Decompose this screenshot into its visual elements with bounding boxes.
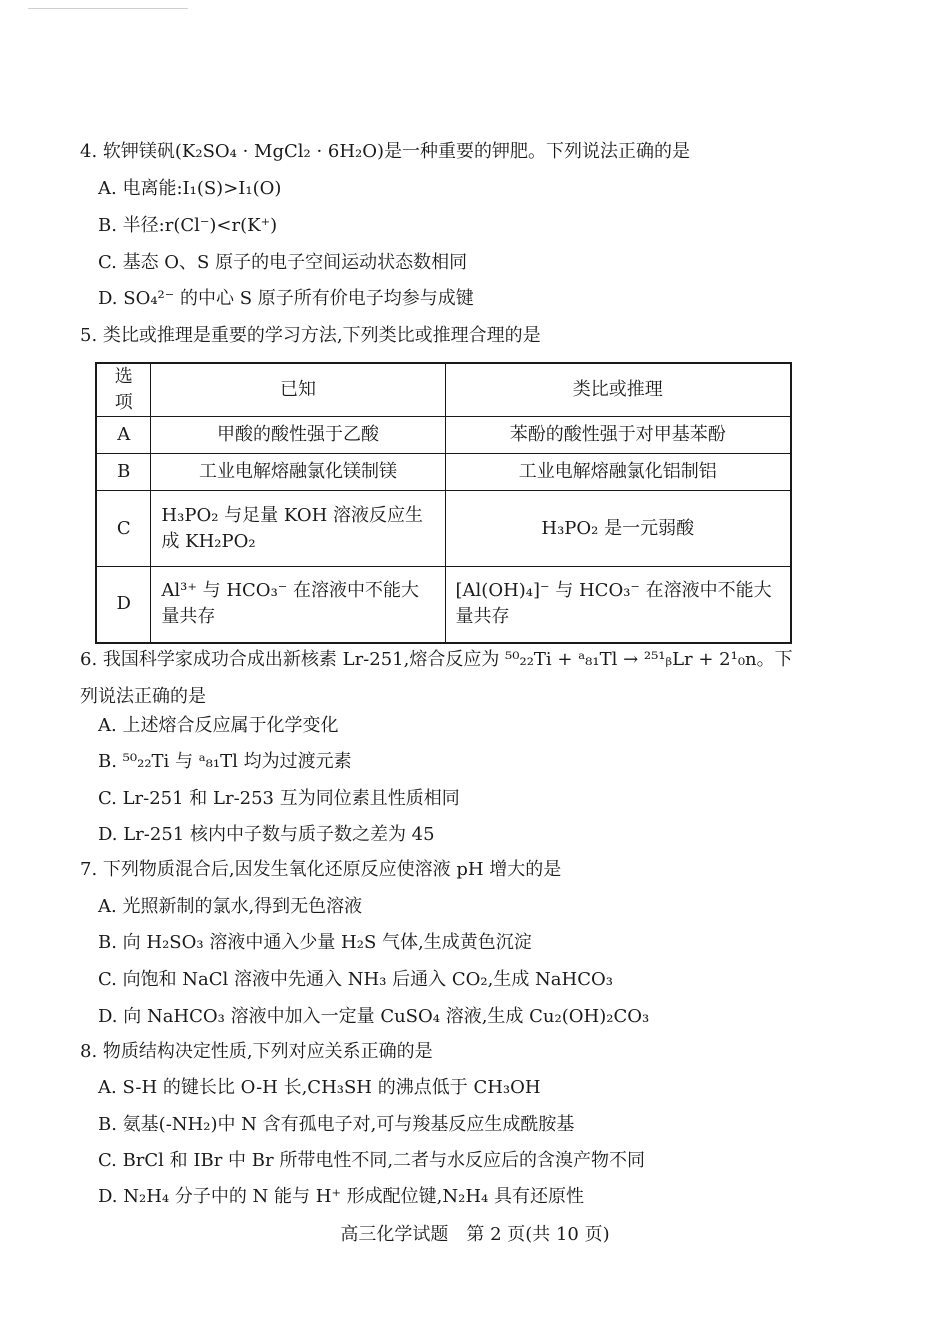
table-cell: D	[96, 567, 151, 643]
q6-option-a: A. 上述熔合反应属于化学变化	[98, 715, 339, 736]
table-cell: 工业电解熔融氯化铝制铝	[445, 454, 791, 491]
q7-option-c: C. 向饱和 NaCl 溶液中先通入 NH₃ 后通入 CO₂,生成 NaHCO₃	[98, 969, 613, 990]
header-cell: 选项	[96, 363, 151, 417]
q7-stem: 7. 下列物质混合后,因发生氧化还原反应使溶液 pH 增大的是	[80, 859, 562, 880]
q6-option-c: C. Lr-251 和 Lr-253 互为同位素且性质相同	[98, 788, 460, 809]
q6-option-b: B. ⁵⁰₂₂Ti 与 ᵃ₈₁Tl 均为过渡元素	[98, 751, 352, 772]
analogy-table	[95, 362, 792, 644]
table-cell: 甲酸的酸性强于乙酸	[151, 417, 445, 454]
q8-stem: 8. 物质结构决定性质,下列对应关系正确的是	[80, 1041, 433, 1062]
q7-option-b: B. 向 H₂SO₃ 溶液中通入少量 H₂S 气体,生成黄色沉淀	[98, 932, 532, 953]
q8-option-d: D. N₂H₄ 分子中的 N 能与 H⁺ 形成配位键,N₂H₄ 具有还原性	[98, 1186, 584, 1207]
table-cell: A	[96, 417, 151, 454]
q5-stem: 5. 类比或推理是重要的学习方法,下列类比或推理合理的是	[80, 325, 541, 346]
table-cell: Al³⁺ 与 HCO₃⁻ 在溶液中不能大量共存	[151, 567, 445, 643]
top-rule	[28, 8, 188, 9]
page-footer: 高三化学试题 第 2 页(共 10 页)	[340, 1224, 610, 1245]
table-row	[96, 417, 791, 454]
q8-option-b: B. 氨基(-NH₂)中 N 含有孤电子对,可与羧基反应生成酰胺基	[98, 1114, 575, 1135]
table-row	[96, 491, 791, 567]
q7-option-a: A. 光照新制的氯水,得到无色溶液	[98, 896, 363, 917]
table-cell: B	[96, 454, 151, 491]
q4-option-a: A. 电离能:I₁(S)>I₁(O)	[98, 178, 282, 199]
table-cell: H₃PO₂ 是一元弱酸	[445, 491, 791, 567]
q4-option-d: D. SO₄²⁻ 的中心 S 原子所有价电子均参与成键	[98, 288, 474, 309]
q6-option-d: D. Lr-251 核内中子数与质子数之差为 45	[98, 824, 435, 845]
table-row	[96, 567, 791, 643]
table-cell: 苯酚的酸性强于对甲基苯酚	[445, 417, 791, 454]
table-header-row	[96, 363, 791, 417]
table-cell: [Al(OH)₄]⁻ 与 HCO₃⁻ 在溶液中不能大量共存	[445, 567, 791, 643]
q4-option-b: B. 半径:r(Cl⁻)<r(K⁺)	[98, 215, 278, 236]
q8-option-a: A. S-H 的键长比 O-H 长,CH₃SH 的沸点低于 CH₃OH	[98, 1077, 541, 1098]
header-cell: 已知	[151, 363, 445, 417]
table-row	[96, 454, 791, 491]
q6-stem: 6. 我国科学家成功合成出新核素 Lr-251,熔合反应为 ⁵⁰₂₂Ti + ᵃ₈₁Tl → ²⁵¹ᵦLr + 2¹₀n。下列说法正确的是	[80, 649, 793, 707]
table-cell: H₃PO₂ 与足量 KOH 溶液反应生成 KH₂PO₂	[151, 491, 445, 567]
q8-option-c: C. BrCl 和 IBr 中 Br 所带电性不同,二者与水反应后的含溴产物不同	[98, 1150, 646, 1171]
table-cell: 工业电解熔融氯化镁制镁	[151, 454, 445, 491]
header-cell: 类比或推理	[445, 363, 791, 417]
q4-option-c: C. 基态 O、S 原子的电子空间运动状态数相同	[98, 252, 468, 273]
q7-option-d: D. 向 NaHCO₃ 溶液中加入一定量 CuSO₄ 溶液,生成 Cu₂(OH)₂CO₃	[98, 1006, 650, 1027]
q4-stem: 4. 软钾镁矾(K₂SO₄ · MgCl₂ · 6H₂O)是一种重要的钾肥。下列说法正确的是	[80, 141, 691, 162]
table-cell: C	[96, 491, 151, 567]
